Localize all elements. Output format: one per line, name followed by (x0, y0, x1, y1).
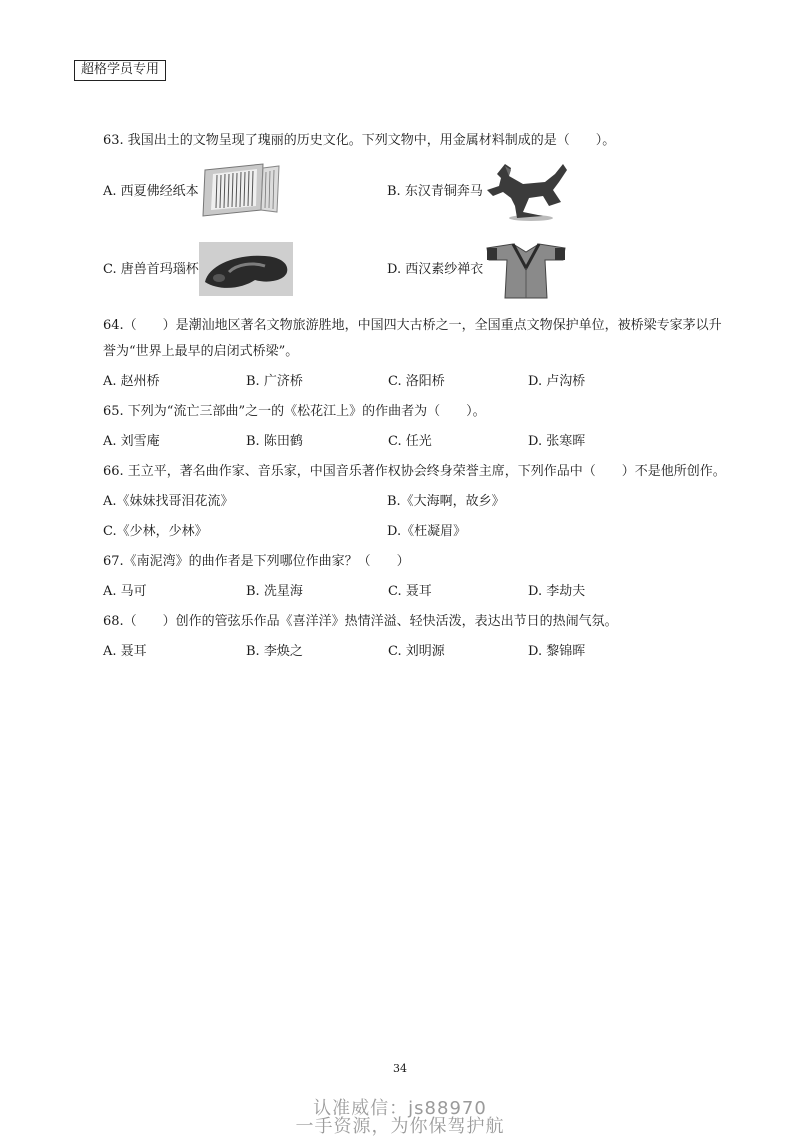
option-63-b[interactable]: B. 东汉青铜奔马 (387, 184, 483, 199)
option-66-a[interactable]: A.《妹妹找哥泪花流》 (103, 494, 234, 509)
option-63-c[interactable]: C. 唐兽首玛瑙杯 (103, 262, 199, 277)
option-65-c[interactable]: C. 任光 (388, 434, 432, 449)
option-67-c[interactable]: C. 聂耳 (388, 584, 432, 599)
watermark-line-1: 认准威信：js88970 (313, 1098, 487, 1119)
question-65: 65. 下列为“流亡三部曲”之一的《松花江上》的作曲者为（ ）。 (103, 404, 486, 419)
question-68: 68.（ ）创作的管弦乐作品《喜洋洋》热情洋溢、轻快活泼，表达出节日的热闹气氛。 (103, 614, 618, 629)
option-68-d[interactable]: D. 黎锦晖 (528, 644, 586, 659)
question-67: 67.《南泥湾》的曲作者是下列哪位作曲家？（ ） (103, 554, 410, 569)
option-66-b[interactable]: B.《大海啊，故乡》 (387, 494, 505, 509)
question-66: 66. 王立平，著名曲作家、音乐家，中国音乐著作权协会终身荣誉主席，下列作品中（ ）不是他所创作。 (103, 464, 726, 479)
option-66-d[interactable]: D.《枉凝眉》 (387, 524, 467, 539)
question-64: 64.（ ）是潮汕地区著名文物旅游胜地，中国四大古桥之一，全国重点文物保护单位，被桥梁专家茅以升誉为“世界上最早的启闭式桥梁”。 (103, 318, 722, 359)
question-63: 63. 我国出土的文物呈现了瑰丽的历史文化。下列文物中，用金属材料制成的是（ ）。 (103, 133, 616, 148)
option-65-a[interactable]: A. 刘雪庵 (103, 434, 160, 449)
agate-cup-image (199, 242, 293, 296)
option-68-c[interactable]: C. 刘明源 (388, 644, 445, 659)
option-65-b[interactable]: B. 陈田鹤 (246, 434, 303, 449)
option-68-b[interactable]: B. 李焕之 (246, 644, 303, 659)
option-64-d[interactable]: D. 卢沟桥 (528, 374, 586, 389)
option-63-d[interactable]: D. 西汉素纱禅衣 (387, 262, 484, 277)
page-number: 34 (393, 1062, 407, 1075)
silk-garment-image (483, 238, 569, 302)
option-63-a[interactable]: A. 西夏佛经纸本 (103, 184, 199, 199)
option-64-c[interactable]: C. 洛阳桥 (388, 374, 445, 389)
option-65-d[interactable]: D. 张寒晖 (528, 434, 586, 449)
watermark-line-2: 一手资源，为你保驾护航 (295, 1116, 505, 1137)
option-67-d[interactable]: D. 李劫夫 (528, 584, 586, 599)
bronze-horse-image (483, 158, 569, 224)
option-68-a[interactable]: A. 聂耳 (103, 644, 147, 659)
option-64-a[interactable]: A. 赵州桥 (103, 374, 160, 389)
option-64-b[interactable]: B. 广济桥 (246, 374, 303, 389)
sutra-paper-image (201, 160, 281, 222)
option-67-b[interactable]: B. 冼星海 (246, 584, 303, 599)
option-66-c[interactable]: C.《少林，少林》 (103, 524, 208, 539)
header-tag: 超格学员专用 (74, 60, 166, 81)
option-67-a[interactable]: A. 马可 (103, 584, 147, 599)
